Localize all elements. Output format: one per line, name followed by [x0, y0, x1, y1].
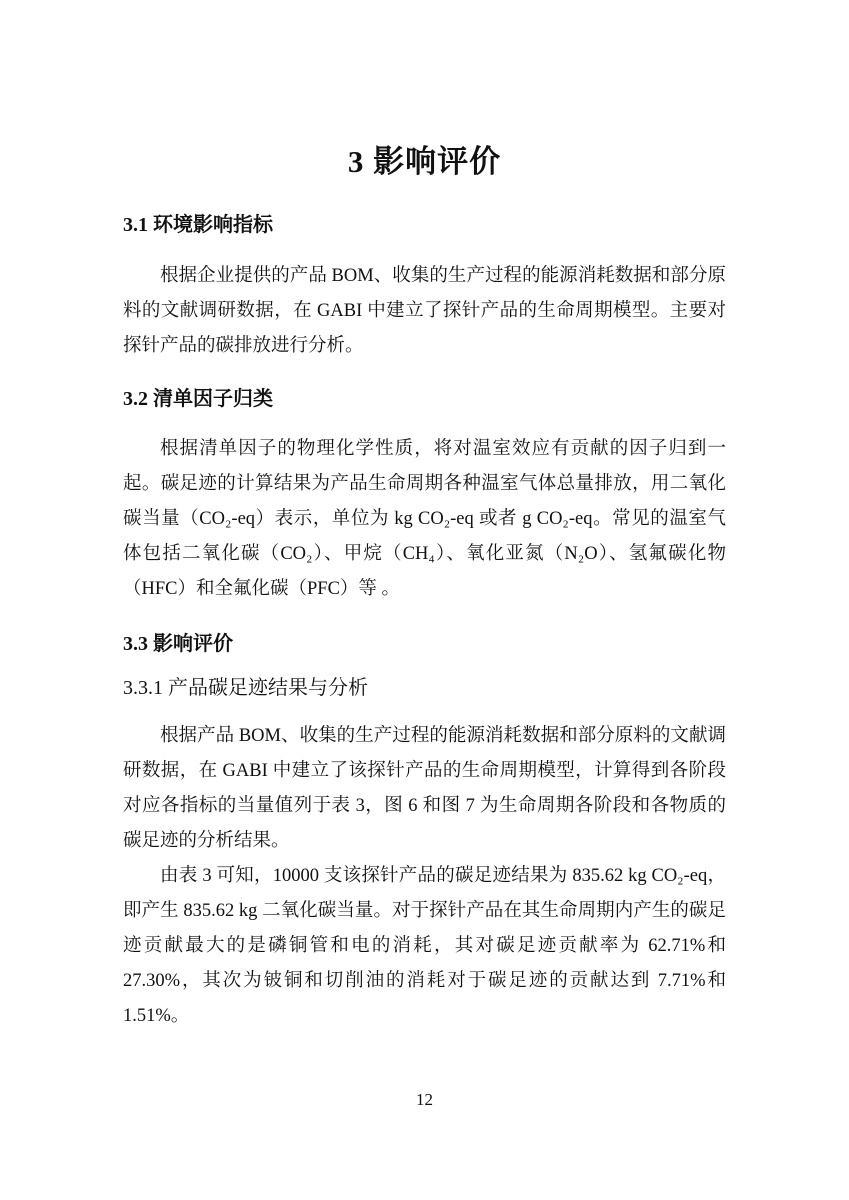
subsection-3-3-1-paragraph-2: 由表 3 可知，10000 支该探针产品的碳足迹结果为 835.62 kg CO₂-eq，即产生 835.62 kg 二氧化碳当量。对于探针产品在其生命周期内产生的碳足迹贡献最大的是磷铜管和电的消耗，其对碳足迹贡献率为 62.71%和 27.30%，其次为铍铜和切削油的消耗对于碳足迹的贡献达到 7.71%和 1.51%。: [123, 866, 726, 1026]
subsection-3-3-1-paragraph-1: 根据产品 BOM、收集的生产过程的能源消耗数据和部分原料的文献调研数据，在 GABI 中建立了该探针产品的生命周期模型，计算得到各阶段对应各指标的当量值列于表 3，图 6 和图 7 为生命周期各阶段和各物质的碳足迹的分析结果。: [123, 726, 726, 851]
section-heading-3-3: 3.3 影响评价: [123, 633, 233, 655]
page-number: 12: [416, 1090, 433, 1109]
subsection-heading-3-3-1: 3.3.1 产品碳足迹结果与分析: [123, 677, 368, 699]
section-3-2-paragraph: 根据清单因子的物理化学性质，将对温室效应有贡献的因子归到一起。碳足迹的计算结果为产品生命周期各种温室气体总量排放，用二氧化碳当量（CO₂-eq）表示，单位为 kg CO₂-eq 或者 g CO₂-eq。常见的温室气体包括二氧化碳（CO₂）、甲烷（CH₄）、氧化亚氮（N₂O）、氢氟碳化物（HFC）和全氟化碳（PFC）等 。: [123, 439, 726, 599]
section-3-1-paragraph: 根据企业提供的产品 BOM、收集的生产过程的能源消耗数据和部分原料的文献调研数据，在 GABI 中建立了探针产品的生命周期模型。主要对探针产品的碳排放进行分析。: [123, 266, 726, 356]
chapter-title: 3 影响评价: [347, 144, 502, 179]
section-heading-3-1: 3.1 环境影响指标: [123, 214, 273, 236]
section-heading-3-2: 3.2 清单因子归类: [123, 388, 273, 410]
